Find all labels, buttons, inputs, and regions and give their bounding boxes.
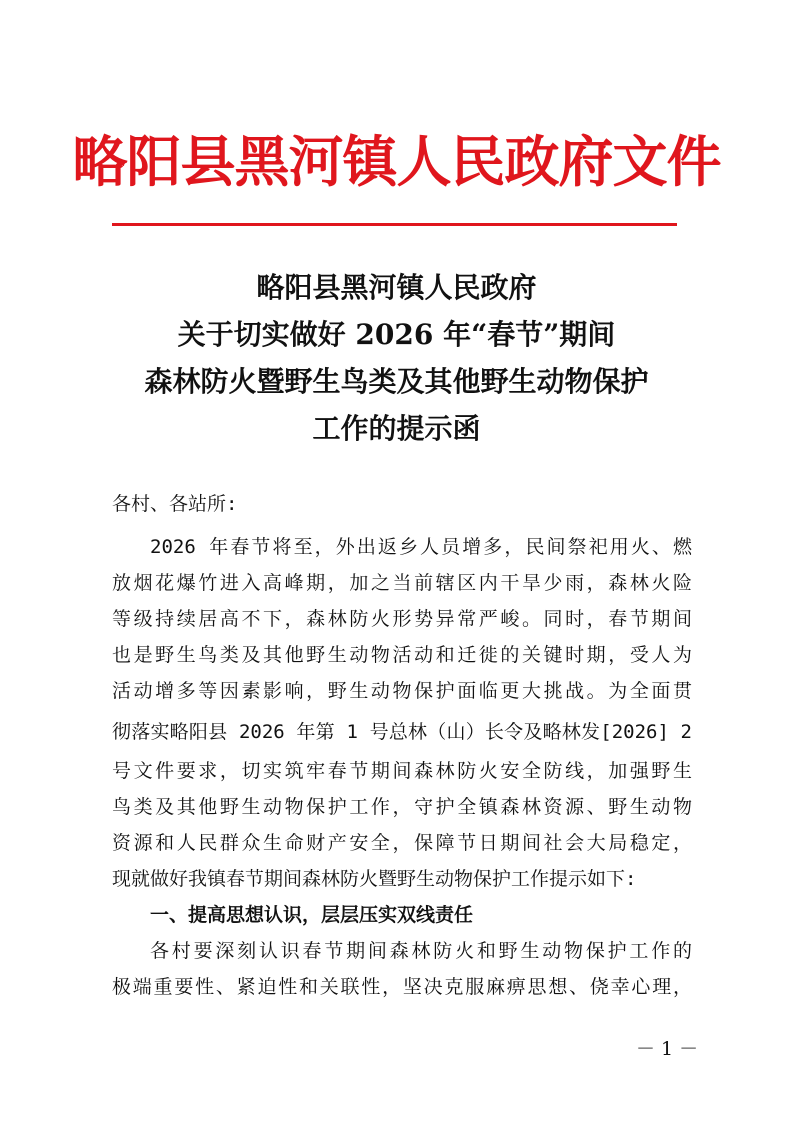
paragraph-line: 2026 年春节将至，外出返乡人员增多，民间祭祀用火、燃 bbox=[150, 536, 692, 558]
title-line-3: 森林防火暨野生鸟类及其他野生动物保护 bbox=[144, 365, 649, 398]
paragraph-line: 等级持续居高不下，森林防火形势异常严峻。同时，春节期间 bbox=[112, 608, 692, 630]
section-heading-1: 一、提高思想认识，层层压实双线责任 bbox=[150, 904, 474, 926]
title-line-1: 略阳县黑河镇人民政府 bbox=[256, 271, 537, 304]
paragraph-line: 鸟类及其他野生动物保护工作，守护全镇森林资源、野生动物 bbox=[112, 796, 692, 818]
paragraph-line: 活动增多等因素影响，野生动物保护面临更大挑战。为全面贯 bbox=[112, 680, 692, 702]
paragraph-line: 现就做好我镇春节期间森林防火暨野生动物保护工作提示如下: bbox=[112, 868, 637, 890]
salutation: 各村、各站所: bbox=[112, 493, 238, 515]
page-number: － 1 － bbox=[636, 1038, 699, 1060]
paragraph-line: 放烟花爆竹进入高峰期，加之当前辖区内干旱少雨，森林火险 bbox=[112, 572, 692, 594]
paragraph-line: 号文件要求，切实筑牢春节期间森林防火安全防线，加强野生 bbox=[112, 760, 692, 782]
title-line-2: 关于切实做好 2026 年“春节”期间 bbox=[177, 318, 616, 351]
paragraph-line: 资源和人民群众生命财产安全，保障节日期间社会大局稳定， bbox=[112, 832, 692, 854]
paragraph-line: 极端重要性、紧迫性和关联性，坚决克服麻痹思想、侥幸心理， bbox=[112, 976, 692, 998]
title-line-4: 工作的提示函 bbox=[312, 412, 481, 445]
paragraph-line: 各村要深刻认识春节期间森林防火和野生动物保护工作的 bbox=[150, 940, 692, 962]
red-divider-line bbox=[112, 223, 677, 226]
masthead-title: 略阳县黑河镇人民政府文件 bbox=[72, 130, 721, 194]
document-title bbox=[0, 264, 793, 452]
paragraph-line: 彻落实略阳县 2026 年第 1 号总林（山）长令及略林发[2026] 2 bbox=[112, 721, 692, 743]
paragraph-line: 也是野生鸟类及其他野生动物活动和迁徙的关键时期，受人为 bbox=[112, 644, 692, 666]
